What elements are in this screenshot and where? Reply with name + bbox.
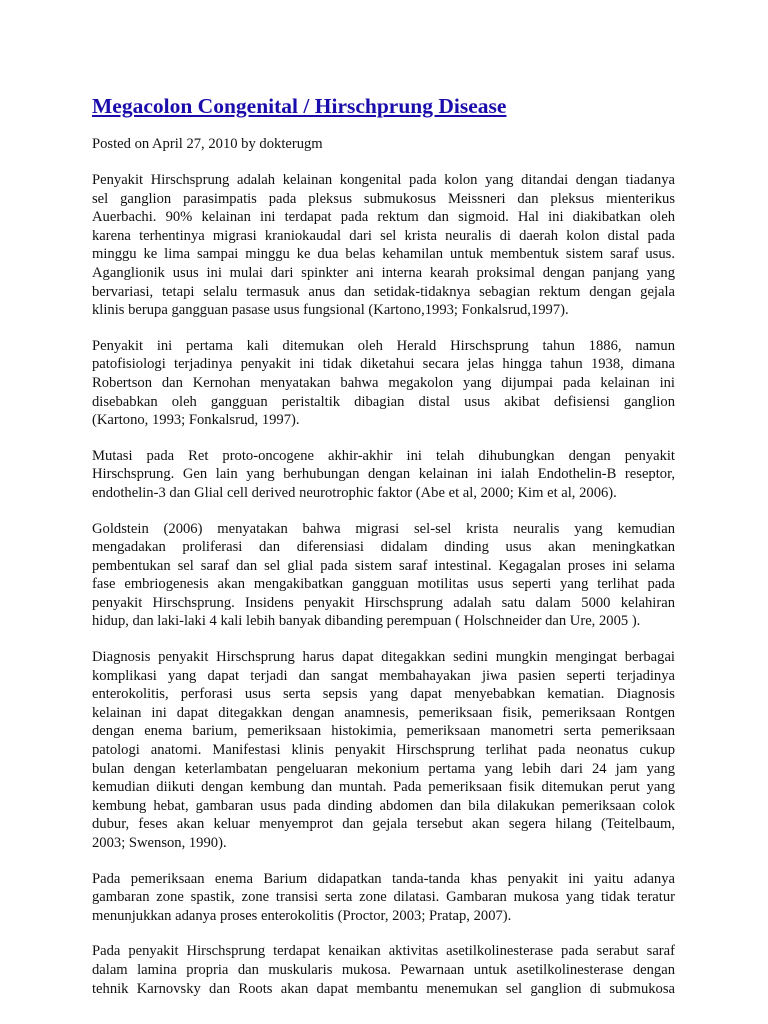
text-line: Goldstein (2006) menyatakan bahwa migrasi sel-sel krista neuralis yang kemudian — [92, 520, 675, 537]
paragraph — [92, 171, 675, 320]
text-line: Pada pemeriksaan enema Barium didapatkan tanda-tanda khas penyakit ini yaitu adanya — [92, 870, 675, 887]
text-line: penyakit Hirschsprung. Insidens penyakit Hirschsprung adalah satu dalam 5000 kelahiran — [92, 594, 675, 611]
text-line: (Kartono, 1993; Fonkalsrud, 1997). — [92, 412, 300, 429]
paragraph — [92, 870, 675, 926]
text-line: dubur, feses akan keluar menyemprot dan gejala tersebut akan segera hilang (Teitelbaum, — [92, 816, 675, 833]
text-line: karena terhentinya migrasi kraniokaudal dari sel krista neuralis di daerah kolon distal pada — [92, 227, 675, 244]
text-line: klinis berupa gangguan pasase usus fungsional (Kartono,1993; Fonkalsrud,1997). — [92, 302, 569, 319]
text-line: bulan dengan keterlambatan pengeluaran mekonium pertama yang lebih dari 24 jam yang — [92, 760, 675, 777]
text-line: dengan enema barium, pemeriksaan histokimia, pemeriksaan manometri serta pemeriksaan — [92, 723, 675, 740]
text-line: kembung hebat, gambaran usus pada dinding abdomen dan bila dilakukan pemeriksaan colok — [92, 797, 675, 814]
text-line: hidup, dan laki-laki 4 kali lebih banyak dibanding perempuan ( Holschneider dan Ure, 2005 ). — [92, 613, 641, 630]
article-title-link[interactable]: Megacolon Congenital / Hirschprung Disease — [92, 94, 507, 118]
text-line: patologi anatomi. Manifestasi klinis penyakit Hirschsprung terlihat pada neonatus cukup — [92, 742, 675, 759]
text-line: kelainan ini dapat ditegakkan dengan anamnesis, pemeriksaan fisik, pemeriksaan Rontgen — [92, 704, 675, 721]
text-line: endothelin-3 dan Glial cell derived neurotrophic faktor (Abe et al, 2000; Kim et al, 2006). — [92, 484, 617, 501]
text-line: Diagnosis penyakit Hirschsprung harus dapat ditegakkan sedini mungkin mengingat berbagai — [92, 649, 675, 666]
text-line: patofisiologi terjadinya penyakit ini tidak diketahui secara jelas hingga tahun 1938, dimana — [92, 356, 675, 373]
text-line: fase embriogenesis akan mengakibatkan gangguan motilitas usus seperti yang terlihat pada — [92, 576, 675, 593]
text-line: minggu ke lima sampai minggu ke dua belas kehamilan untuk membentuk sistem saraf usus. — [92, 246, 675, 263]
text-line: menunjukkan adanya proses enterokolitis (Proctor, 2003; Pratap, 2007). — [92, 907, 512, 924]
text-line: komplikasi yang dapat terjadi dan sangat membahayakan jiwa pasien seperti terjadinya — [92, 667, 675, 684]
text-line: sel ganglion parasimpatis pada pleksus submukosus Meissneri dan pleksus mienterikus — [92, 190, 675, 207]
text-line: Aganglionik usus ini mulai dari spinkter ani interna kearah proksimal dengan panjang yang — [92, 264, 675, 281]
text-line: tehnik Karnovsky dan Roots akan dapat membantu menemukan sel ganglion di submukosa — [92, 980, 675, 997]
text-line: kemudian diikuti dengan kembung dan muntah. Pada pemeriksaan fisik ditemukan perut yang — [92, 779, 675, 796]
article-body — [92, 171, 675, 998]
paragraph — [92, 648, 675, 853]
text-line: Pada penyakit Hirschsprung terdapat kenaikan aktivitas asetilkolinesterase pada serabut saraf — [92, 943, 675, 960]
text-line: Robertson dan Kernohan menyatakan bahwa megakolon yang dijumpai pada kelainan ini — [92, 374, 675, 391]
paragraph — [92, 942, 675, 998]
text-line: Mutasi pada Ret proto-oncogene akhir-akhir ini telah dihubungkan dengan penyakit — [92, 447, 675, 464]
text-line: mengadakan proliferasi dan diferensiasi didalam dinding usus akan meningkatkan — [92, 539, 675, 556]
text-line: pembentukan sel saraf dan sel glial pada sistem saraf intestinal. Kegagalan proses ini selama — [92, 557, 675, 574]
text-line: dalam lamina propria dan muskularis mukosa. Pewarnaan untuk asetilkolinesterase dengan — [92, 961, 675, 978]
text-line: Penyakit Hirschsprung adalah kelainan kongenital pada kolon yang ditandai dengan tiadanya — [92, 172, 675, 188]
text-line: Penyakit ini pertama kali ditemukan oleh Herald Hirschsprung tahun 1886, namun — [92, 337, 675, 354]
text-line: bervariasi, tetapi selalu termasuk anus dan setidak-tidaknya sebagian rektum dengan gejala — [92, 283, 675, 300]
paragraph — [92, 447, 675, 503]
text-line: 2003; Swenson, 1990). — [92, 835, 227, 851]
text-line: gambaran zone spastik, zone transisi serta zone dilatasi. Gambaran mukosa yang tidak teratur — [92, 889, 675, 906]
text-line: disebabkan oleh gangguan peristaltik dibagian distal usus akibat defisiensi ganglion — [92, 393, 675, 410]
text-line: enterokolitis, perforasi usus serta sepsis yang dapat menyebabkan kematian. Diagnosis — [92, 686, 675, 703]
text-line: Auerbachi. 90% kelainan ini terdapat pada rektum dan sigmoid. Hal ini diakibatkan oleh — [92, 209, 675, 226]
paragraph — [92, 520, 675, 632]
text-line: Hirschsprung. Gen lain yang berhubungan dengan kelainan ini ialah Endothelin-B reseptor, — [92, 466, 675, 483]
document-page — [92, 0, 675, 998]
paragraph — [92, 337, 675, 430]
post-meta: Posted on April 27, 2010 by dokterugm — [92, 136, 323, 152]
